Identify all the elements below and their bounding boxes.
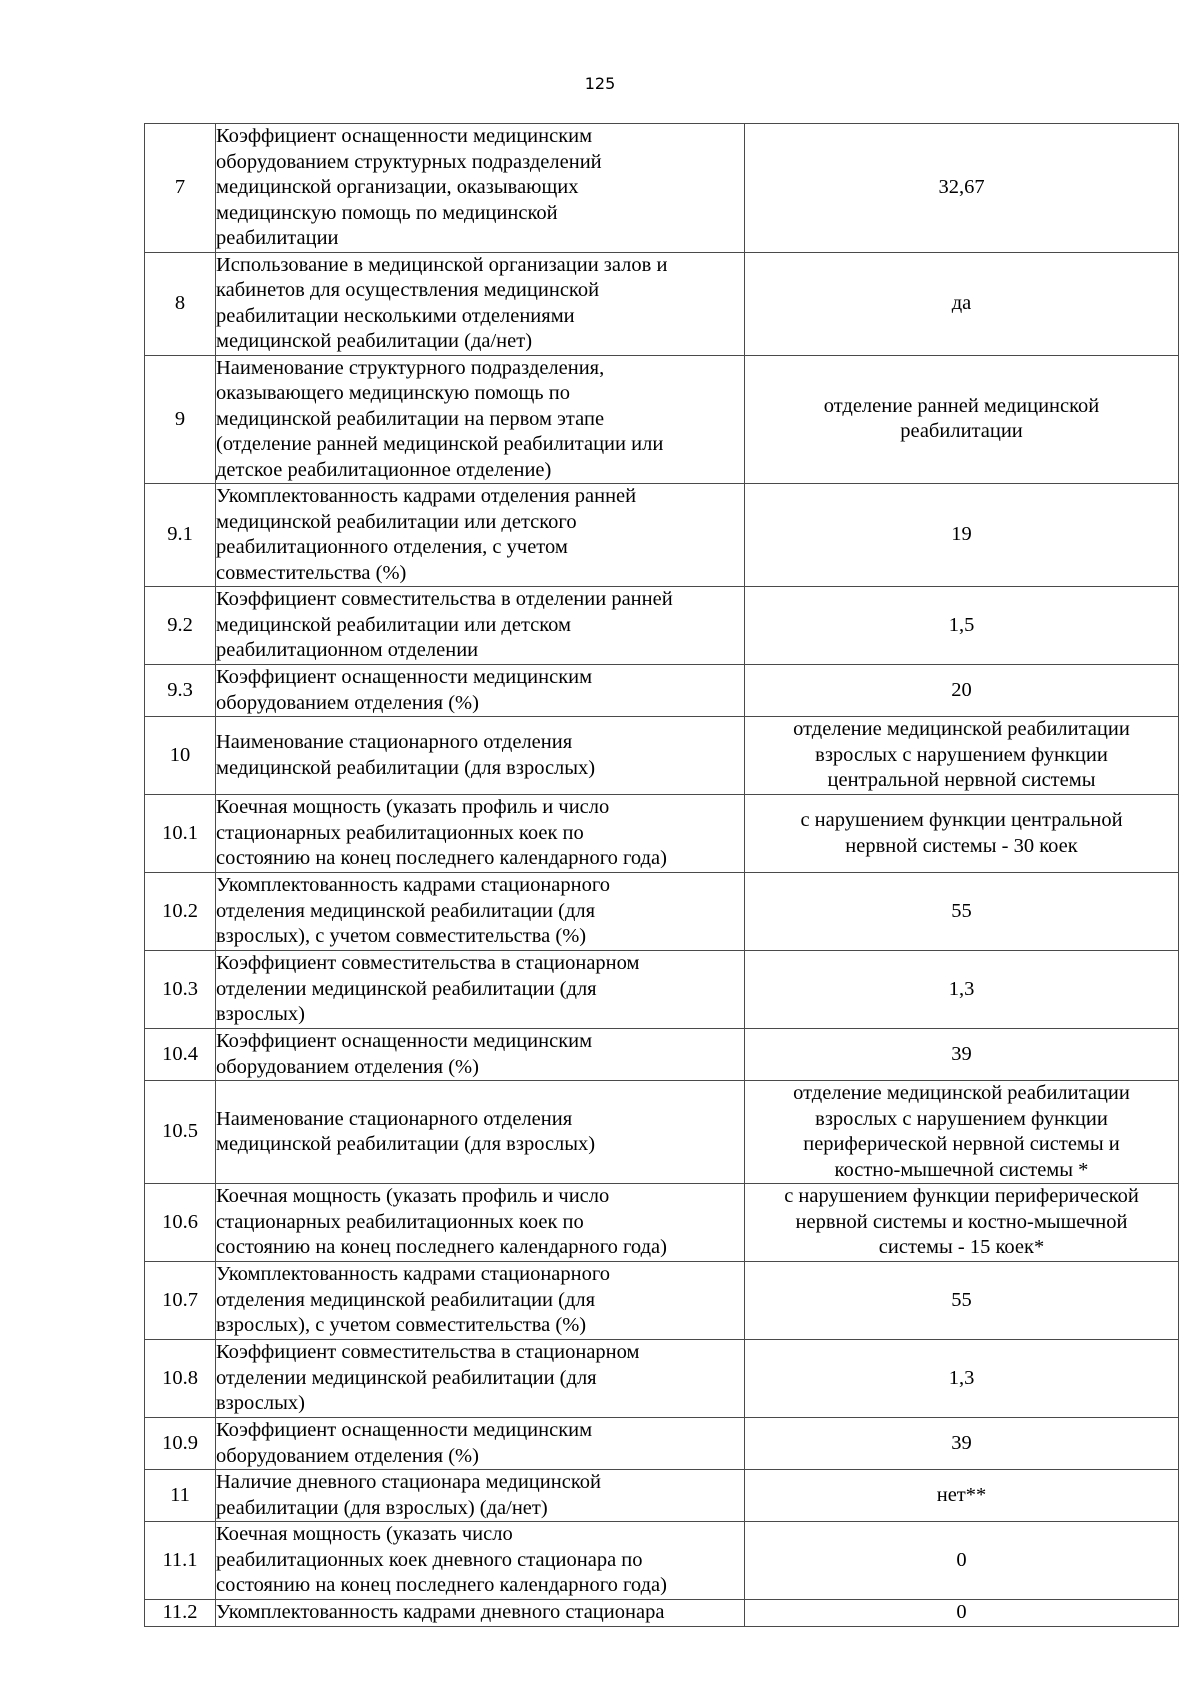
table-row bbox=[145, 1340, 1179, 1418]
row-description: Коечная мощность (указать профиль и число стационарных реабилитационных коек по состоянию на конец последнего календарного года) bbox=[216, 795, 745, 873]
row-description: Коэффициент совместительства в отделении ранней медицинской реабилитации или детском реабилитационном отделении bbox=[216, 587, 745, 665]
row-value: 1,3 bbox=[745, 951, 1179, 1029]
table-row bbox=[145, 717, 1179, 795]
table-row bbox=[145, 665, 1179, 717]
row-number: 10.8 bbox=[145, 1340, 216, 1418]
page-number: 125 bbox=[584, 74, 616, 93]
row-description: Укомплектованность кадрами стационарного отделения медицинской реабилитации (для взрослых), с учетом совместительства (%) bbox=[216, 1262, 745, 1340]
row-value: нет** bbox=[745, 1470, 1179, 1522]
indicators-table bbox=[144, 123, 1179, 1627]
row-number: 7 bbox=[145, 124, 216, 253]
table-row bbox=[145, 1081, 1179, 1184]
row-description: Использование в медицинской организации залов и кабинетов для осуществления медицинской реабилитации несколькими отделениями медицинской реабилитации (да/нет) bbox=[216, 252, 745, 355]
row-number: 9.1 bbox=[145, 484, 216, 587]
table-row bbox=[145, 951, 1179, 1029]
row-value: 1,3 bbox=[745, 1340, 1179, 1418]
row-description: Наименование стационарного отделения медицинской реабилитации (для взрослых) bbox=[216, 717, 745, 795]
row-description: Коэффициент оснащенности медицинским оборудованием отделения (%) bbox=[216, 665, 745, 717]
row-value: да bbox=[745, 252, 1179, 355]
table-row bbox=[145, 1029, 1179, 1081]
row-value: отделение медицинской реабилитации взрослых с нарушением функции центральной нервной системы bbox=[745, 717, 1179, 795]
row-value: отделение ранней медицинской реабилитации bbox=[745, 355, 1179, 484]
table-row bbox=[145, 484, 1179, 587]
table-row bbox=[145, 1418, 1179, 1470]
row-number: 9.3 bbox=[145, 665, 216, 717]
row-number: 9 bbox=[145, 355, 216, 484]
row-number: 10.3 bbox=[145, 951, 216, 1029]
row-number: 9.2 bbox=[145, 587, 216, 665]
row-value: отделение медицинской реабилитации взрослых с нарушением функции периферической нервной системы и костно-мышечной системы * bbox=[745, 1081, 1179, 1184]
row-description: Коечная мощность (указать профиль и число стационарных реабилитационных коек по состоянию на конец последнего календарного года) bbox=[216, 1184, 745, 1262]
row-value: 20 bbox=[745, 665, 1179, 717]
table-row bbox=[145, 252, 1179, 355]
row-description: Наименование стационарного отделения медицинской реабилитации (для взрослых) bbox=[216, 1081, 745, 1184]
row-number: 11.1 bbox=[145, 1522, 216, 1600]
row-value: с нарушением функции центральной нервной системы - 30 коек bbox=[745, 795, 1179, 873]
table-row bbox=[145, 1262, 1179, 1340]
row-number: 10.9 bbox=[145, 1418, 216, 1470]
table-row bbox=[145, 1522, 1179, 1600]
row-description: Укомплектованность кадрами стационарного отделения медицинской реабилитации (для взрослых), с учетом совместительства (%) bbox=[216, 873, 745, 951]
row-number: 10.7 bbox=[145, 1262, 216, 1340]
row-value: 39 bbox=[745, 1029, 1179, 1081]
row-number: 10.2 bbox=[145, 873, 216, 951]
row-description: Коечная мощность (указать число реабилитационных коек дневного стационара по состоянию на конец последнего календарного года) bbox=[216, 1522, 745, 1600]
row-description: Наличие дневного стационара медицинской реабилитации (для взрослых) (да/нет) bbox=[216, 1470, 745, 1522]
row-value: 39 bbox=[745, 1418, 1179, 1470]
row-number: 10.6 bbox=[145, 1184, 216, 1262]
row-number: 11.2 bbox=[145, 1600, 216, 1627]
row-number: 11 bbox=[145, 1470, 216, 1522]
table-row bbox=[145, 587, 1179, 665]
table-row bbox=[145, 124, 1179, 253]
table-row bbox=[145, 355, 1179, 484]
row-description: Коэффициент совместительства в стационарном отделении медицинской реабилитации (для взрослых) bbox=[216, 1340, 745, 1418]
row-value: 1,5 bbox=[745, 587, 1179, 665]
row-value: 0 bbox=[745, 1522, 1179, 1600]
row-value: 0 bbox=[745, 1600, 1179, 1627]
table-row bbox=[145, 1600, 1179, 1627]
row-description: Коэффициент оснащенности медицинским оборудованием структурных подразделений медицинской организации, оказывающих медицинскую помощь по медицинской реабилитации bbox=[216, 124, 745, 253]
row-number: 8 bbox=[145, 252, 216, 355]
row-value: 19 bbox=[745, 484, 1179, 587]
row-value: 55 bbox=[745, 1262, 1179, 1340]
row-description: Укомплектованность кадрами отделения ранней медицинской реабилитации или детского реабилитационного отделения, с учетом совместительства (%) bbox=[216, 484, 745, 587]
row-description: Коэффициент совместительства в стационарном отделении медицинской реабилитации (для взрослых) bbox=[216, 951, 745, 1029]
row-number: 10.4 bbox=[145, 1029, 216, 1081]
row-description: Наименование структурного подразделения, оказывающего медицинскую помощь по медицинской реабилитации на первом этапе (отделение ранней медицинской реабилитации или детское реабилитационное отделение) bbox=[216, 355, 745, 484]
table-row bbox=[145, 1184, 1179, 1262]
row-number: 10.1 bbox=[145, 795, 216, 873]
table-row bbox=[145, 873, 1179, 951]
row-value: 55 bbox=[745, 873, 1179, 951]
table-row bbox=[145, 795, 1179, 873]
table-row bbox=[145, 1470, 1179, 1522]
row-description: Коэффициент оснащенности медицинским оборудованием отделения (%) bbox=[216, 1029, 745, 1081]
row-description: Укомплектованность кадрами дневного стационара bbox=[216, 1600, 745, 1627]
row-number: 10 bbox=[145, 717, 216, 795]
row-description: Коэффициент оснащенности медицинским оборудованием отделения (%) bbox=[216, 1418, 745, 1470]
row-value: с нарушением функции периферической нервной системы и костно-мышечной системы - 15 коек* bbox=[745, 1184, 1179, 1262]
row-value: 32,67 bbox=[745, 124, 1179, 253]
row-number: 10.5 bbox=[145, 1081, 216, 1184]
